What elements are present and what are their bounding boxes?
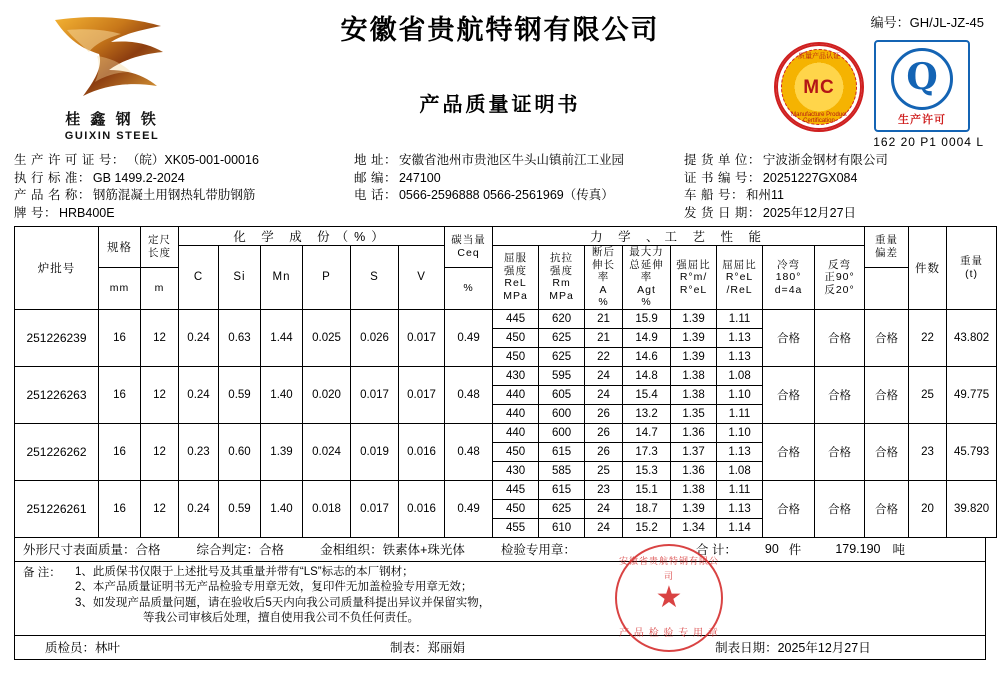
info-left-row-1 — [14, 170, 354, 188]
info-label: 生 产 许 可 证 号： — [14, 153, 125, 167]
cell-si: 0.60 — [219, 423, 261, 480]
cell-yield-ratio: 1.08 — [717, 461, 763, 480]
cell-yield-strength: 430 — [493, 366, 539, 385]
footer-row — [14, 636, 986, 660]
cell-tensile-strength: 625 — [539, 347, 585, 366]
cell-spec: 16 — [99, 366, 141, 423]
th-yield-strength: 屈服 强度 ReL MPa — [493, 246, 539, 310]
cell-agt: 14.6 — [623, 347, 671, 366]
cell-rebend: 合格 — [815, 309, 865, 366]
cell-tensile-strength: 610 — [539, 518, 585, 537]
cell-c: 0.24 — [179, 309, 219, 366]
cell-ceq: 0.49 — [445, 309, 493, 366]
cell-mn: 1.40 — [261, 366, 303, 423]
cell-length: 12 — [141, 309, 179, 366]
mc-stamp-bottom-text: Manufacture Product Certification — [791, 112, 847, 124]
cell-rebend: 合格 — [815, 423, 865, 480]
cell-strength-ratio: 1.39 — [671, 347, 717, 366]
total-label: 合 计： — [695, 543, 737, 557]
cell-v: 0.016 — [399, 480, 445, 537]
th-length-unit: m — [141, 267, 179, 309]
cell-elongation: 24 — [585, 518, 623, 537]
overall-label: 综合判定： — [196, 543, 260, 557]
info-label: 证 书 编 号： — [684, 170, 761, 185]
logo-text-en: GUIXIN STEEL — [64, 130, 160, 142]
th-elongation: 断后 伸长 率 A % — [585, 246, 623, 310]
total-pieces: 90 — [764, 542, 779, 556]
summary-row — [14, 538, 986, 562]
th-strength-ratio: 强屈比 R°m/ R°eL — [671, 246, 717, 310]
info-label: 提 货 单 位： — [684, 153, 761, 167]
info-label: 车 船 号： — [684, 188, 744, 202]
cell-yield-ratio: 1.11 — [717, 404, 763, 423]
cell-weight-deviation: 合格 — [865, 309, 909, 366]
cell-pieces: 23 — [909, 423, 947, 480]
th-rebend: 反弯 正90° 反20° — [815, 246, 865, 310]
cell-agt: 15.1 — [623, 480, 671, 499]
th-p: P — [303, 246, 351, 310]
cell-si: 0.63 — [219, 309, 261, 366]
cell-length: 12 — [141, 480, 179, 537]
document-header — [0, 0, 1000, 150]
date-label: 制表日期： — [715, 641, 778, 655]
info-left-row-3 — [14, 205, 354, 223]
cell-strength-ratio: 1.37 — [671, 442, 717, 461]
info-label: 电 话： — [354, 188, 397, 202]
th-tensile-strength: 抗拉 强度 Rm MPa — [539, 246, 585, 310]
inspector-value: 林叶 — [95, 641, 121, 655]
date-value: 2025年12月27日 — [777, 641, 871, 655]
th-group-chemistry: 化 学 成 份（%） — [179, 227, 445, 246]
cell-yield-strength: 450 — [493, 499, 539, 518]
cell-strength-ratio: 1.38 — [671, 480, 717, 499]
cell-strength-ratio: 1.39 — [671, 328, 717, 347]
cell-agt: 15.3 — [623, 461, 671, 480]
info-value: 安徽省池州市贵池区牛头山镇前江工业园 — [398, 153, 624, 167]
cell-ceq: 0.48 — [445, 366, 493, 423]
cell-weight: 49.775 — [947, 366, 997, 423]
th-c: C — [179, 246, 219, 310]
seal-top-text: 安徽省贵航特钢有限公司 — [618, 555, 719, 581]
cell-agt: 15.9 — [623, 309, 671, 328]
cell-heat-no: 251226262 — [15, 423, 99, 480]
cell-strength-ratio: 1.39 — [671, 309, 717, 328]
metallography-value: 铁素体+珠光体 — [382, 543, 465, 557]
cell-agt: 17.3 — [623, 442, 671, 461]
cell-strength-ratio: 1.35 — [671, 404, 717, 423]
table-row — [15, 309, 997, 328]
cell-mn: 1.40 — [261, 480, 303, 537]
info-middle-row-2 — [354, 187, 684, 205]
appearance-value: 合格 — [135, 543, 161, 557]
cell-spec: 16 — [99, 309, 141, 366]
cell-yield-ratio: 1.13 — [717, 347, 763, 366]
cell-v: 0.017 — [399, 309, 445, 366]
cell-cold-bend: 合格 — [763, 423, 815, 480]
cell-yield-ratio: 1.13 — [717, 499, 763, 518]
cell-spec: 16 — [99, 423, 141, 480]
th-ceq-unit: % — [445, 267, 493, 309]
table-row — [15, 366, 997, 385]
q-license-stamp-icon — [874, 40, 970, 132]
info-left-row-2 — [14, 187, 354, 205]
barcode-number: 162 20 P1 0004 L — [873, 135, 984, 149]
maker-value: 郑丽娟 — [427, 641, 466, 655]
info-value: （皖）XK05-001-00016 — [126, 153, 259, 167]
seal-bottom-text: 产 品 检 验 专 用 章 — [619, 627, 719, 639]
total-weight: 179.190 — [835, 542, 881, 556]
cell-mn: 1.39 — [261, 423, 303, 480]
cell-elongation: 22 — [585, 347, 623, 366]
mc-certification-stamp-icon — [774, 42, 864, 132]
cell-spec: 16 — [99, 480, 141, 537]
table-body — [15, 309, 997, 537]
th-v: V — [399, 246, 445, 310]
cell-yield-ratio: 1.11 — [717, 480, 763, 499]
table-row — [15, 423, 997, 442]
cell-yield-ratio: 1.13 — [717, 442, 763, 461]
info-value: 钢筋混凝土用钢热轧带肋钢筋 — [92, 188, 256, 202]
inspection-seal-icon — [615, 544, 723, 652]
note-continuation: 等我公司审核后处理，擅自使用我公司不负任何责任。 — [143, 612, 419, 624]
th-weight: 重量 (t) — [947, 227, 997, 310]
cell-yield-strength: 450 — [493, 347, 539, 366]
cell-strength-ratio: 1.39 — [671, 499, 717, 518]
total-pieces-unit: 件 — [788, 543, 802, 557]
th-weight-dev-unit — [865, 267, 909, 309]
cell-tensile-strength: 615 — [539, 480, 585, 499]
th-pieces: 件数 — [909, 227, 947, 310]
cell-s: 0.017 — [351, 480, 399, 537]
cell-v: 0.017 — [399, 366, 445, 423]
cell-elongation: 24 — [585, 499, 623, 518]
cell-cold-bend: 合格 — [763, 366, 815, 423]
info-value: 20251227GX084 — [762, 170, 858, 185]
th-spec: 规格 — [99, 227, 141, 268]
cell-cold-bend: 合格 — [763, 309, 815, 366]
th-spec-unit: mm — [99, 267, 141, 309]
th-weight-deviation: 重量 偏差 — [865, 227, 909, 268]
total-weight-unit: 吨 — [892, 543, 906, 557]
cell-s: 0.026 — [351, 309, 399, 366]
cell-strength-ratio: 1.34 — [671, 518, 717, 537]
cell-weight: 43.802 — [947, 309, 997, 366]
cell-yield-ratio: 1.11 — [717, 309, 763, 328]
cell-c: 0.23 — [179, 423, 219, 480]
cell-v: 0.016 — [399, 423, 445, 480]
cell-strength-ratio: 1.36 — [671, 423, 717, 442]
cell-yield-strength: 430 — [493, 461, 539, 480]
info-middle-spacer — [354, 205, 684, 223]
cell-s: 0.017 — [351, 366, 399, 423]
info-label: 地 址： — [354, 153, 397, 167]
cell-s: 0.019 — [351, 423, 399, 480]
info-right-row-3 — [684, 205, 986, 223]
cell-agt: 13.2 — [623, 404, 671, 423]
quality-data-table — [14, 226, 997, 538]
cell-tensile-strength: 585 — [539, 461, 585, 480]
certification-stamps — [762, 40, 992, 130]
inspector-label: 质检员： — [45, 641, 96, 655]
document-title: 产品质量证明书 — [419, 92, 581, 116]
note-item: 2、本产品质量证明书无产品检验专用章无效，复印件无加盖检验专用章无效； — [75, 581, 473, 593]
cell-heat-no: 251226239 — [15, 309, 99, 366]
maker-label: 制表： — [390, 641, 428, 655]
cell-yield-strength: 440 — [493, 404, 539, 423]
th-s: S — [351, 246, 399, 310]
cell-yield-strength: 445 — [493, 480, 539, 499]
cell-c: 0.24 — [179, 480, 219, 537]
cell-yield-strength: 440 — [493, 385, 539, 404]
cell-yield-ratio: 1.14 — [717, 518, 763, 537]
cell-si: 0.59 — [219, 480, 261, 537]
info-value: 2025年12月27日 — [762, 205, 857, 220]
th-agt: 最大力 总延伸 率 Agt % — [623, 246, 671, 310]
cell-strength-ratio: 1.36 — [671, 461, 717, 480]
cell-pieces: 22 — [909, 309, 947, 366]
cell-strength-ratio: 1.38 — [671, 385, 717, 404]
cell-agt: 14.7 — [623, 423, 671, 442]
cell-tensile-strength: 615 — [539, 442, 585, 461]
cell-yield-strength: 450 — [493, 442, 539, 461]
cell-elongation: 21 — [585, 328, 623, 347]
info-value: HRB400E — [58, 205, 115, 220]
overall-value: 合格 — [259, 543, 285, 557]
cell-yield-ratio: 1.10 — [717, 385, 763, 404]
th-mn: Mn — [261, 246, 303, 310]
cell-p: 0.018 — [303, 480, 351, 537]
cell-tensile-strength: 605 — [539, 385, 585, 404]
cell-tensile-strength: 595 — [539, 366, 585, 385]
cell-c: 0.24 — [179, 366, 219, 423]
th-heat-no: 炉批号 — [15, 227, 99, 310]
th-yield-ratio: 屈屈比 R°eL /ReL — [717, 246, 763, 310]
cell-elongation: 26 — [585, 423, 623, 442]
cell-p: 0.020 — [303, 366, 351, 423]
cell-agt: 15.4 — [623, 385, 671, 404]
inspection-seal-label: 检验专用章： — [500, 543, 576, 557]
cell-length: 12 — [141, 366, 179, 423]
info-right-row-1 — [684, 170, 986, 188]
cell-rebend: 合格 — [815, 480, 865, 537]
cell-yield-strength: 440 — [493, 423, 539, 442]
q-label: 生产许可 — [898, 114, 946, 126]
cell-tensile-strength: 620 — [539, 309, 585, 328]
cell-weight-deviation: 合格 — [865, 366, 909, 423]
cell-elongation: 26 — [585, 404, 623, 423]
info-left-row-0 — [14, 152, 354, 170]
th-cold-bend: 冷弯 180° d=4a — [763, 246, 815, 310]
info-label: 邮 编： — [354, 170, 397, 185]
seal-star-icon: ★ — [655, 580, 683, 614]
th-ceq: 碳当量 Ceq — [445, 227, 493, 268]
cell-cold-bend: 合格 — [763, 480, 815, 537]
info-value: 和州11 — [745, 188, 784, 202]
notes-block — [14, 555, 986, 639]
note-item: 1、此质保书仅限于上述批号及其重量并带有“LS”标志的本厂钢材； — [75, 565, 414, 578]
th-length: 定尺 长度 — [141, 227, 179, 268]
cell-elongation: 24 — [585, 366, 623, 385]
cell-agt: 14.8 — [623, 366, 671, 385]
info-label: 产 品 名 称： — [14, 188, 91, 202]
q-letter: Q — [891, 48, 953, 110]
logo-text-cn: 桂 鑫 钢 铁 — [65, 111, 159, 128]
cell-tensile-strength: 625 — [539, 499, 585, 518]
cell-agt: 18.7 — [623, 499, 671, 518]
th-group-mechanical: 力 学 、工 艺 性 能 — [493, 227, 865, 246]
cell-elongation: 24 — [585, 385, 623, 404]
info-label: 执 行 标 准： — [14, 170, 91, 185]
cell-elongation: 25 — [585, 461, 623, 480]
cell-elongation: 26 — [585, 442, 623, 461]
th-si: Si — [219, 246, 261, 310]
info-right-row-2 — [684, 187, 986, 205]
cell-yield-strength: 450 — [493, 328, 539, 347]
cell-weight-deviation: 合格 — [865, 480, 909, 537]
cell-ceq: 0.49 — [445, 480, 493, 537]
cell-elongation: 23 — [585, 480, 623, 499]
mc-stamp-center-text: MC — [803, 77, 835, 98]
cell-p: 0.024 — [303, 423, 351, 480]
table-row — [15, 480, 997, 499]
cell-weight: 39.820 — [947, 480, 997, 537]
info-block — [14, 152, 986, 222]
cell-agt: 15.2 — [623, 518, 671, 537]
metallography-label: 金相组织： — [320, 543, 383, 557]
cell-pieces: 20 — [909, 480, 947, 537]
cell-tensile-strength: 600 — [539, 423, 585, 442]
cell-elongation: 21 — [585, 309, 623, 328]
mc-stamp-top-text: 质量产品认证 — [798, 53, 840, 60]
cell-tensile-strength: 625 — [539, 328, 585, 347]
cell-weight: 45.793 — [947, 423, 997, 480]
cell-yield-ratio: 1.10 — [717, 423, 763, 442]
info-right-row-0 — [684, 152, 986, 170]
cell-mn: 1.44 — [261, 309, 303, 366]
info-label: 牌 号： — [14, 205, 57, 220]
info-value: 宁波浙金钢材有限公司 — [762, 153, 888, 167]
cell-tensile-strength: 600 — [539, 404, 585, 423]
info-middle-row-0 — [354, 152, 684, 170]
notes-title: 备 注： — [23, 566, 61, 579]
cell-weight-deviation: 合格 — [865, 423, 909, 480]
cell-rebend: 合格 — [815, 366, 865, 423]
document-number: 编号：GH/JL-JZ-45 — [870, 15, 984, 30]
info-value: 0566-2596888 0566-2561969（传真） — [398, 188, 614, 202]
cell-heat-no: 251226263 — [15, 366, 99, 423]
cell-length: 12 — [141, 423, 179, 480]
info-value: GB 1499.2-2024 — [92, 170, 185, 185]
info-middle-row-1 — [354, 170, 684, 188]
cell-strength-ratio: 1.38 — [671, 366, 717, 385]
info-value: 247100 — [398, 170, 441, 185]
cell-yield-ratio: 1.13 — [717, 328, 763, 347]
cell-si: 0.59 — [219, 366, 261, 423]
cell-yield-strength: 445 — [493, 309, 539, 328]
cell-p: 0.025 — [303, 309, 351, 366]
cell-yield-ratio: 1.08 — [717, 366, 763, 385]
note-item: 3、如发现产品质量问题，请在验收后5天内向我公司质量科提出异议并保留实物， — [75, 596, 491, 609]
cell-heat-no: 251226261 — [15, 480, 99, 537]
cell-ceq: 0.48 — [445, 423, 493, 480]
cell-agt: 14.9 — [623, 328, 671, 347]
cell-yield-strength: 455 — [493, 518, 539, 537]
appearance-label: 外形尺寸表面质量： — [23, 543, 136, 557]
info-label: 发 货 日 期： — [684, 205, 761, 220]
cell-pieces: 25 — [909, 366, 947, 423]
company-title: 安徽省贵航特钢有限公司 — [340, 15, 660, 46]
